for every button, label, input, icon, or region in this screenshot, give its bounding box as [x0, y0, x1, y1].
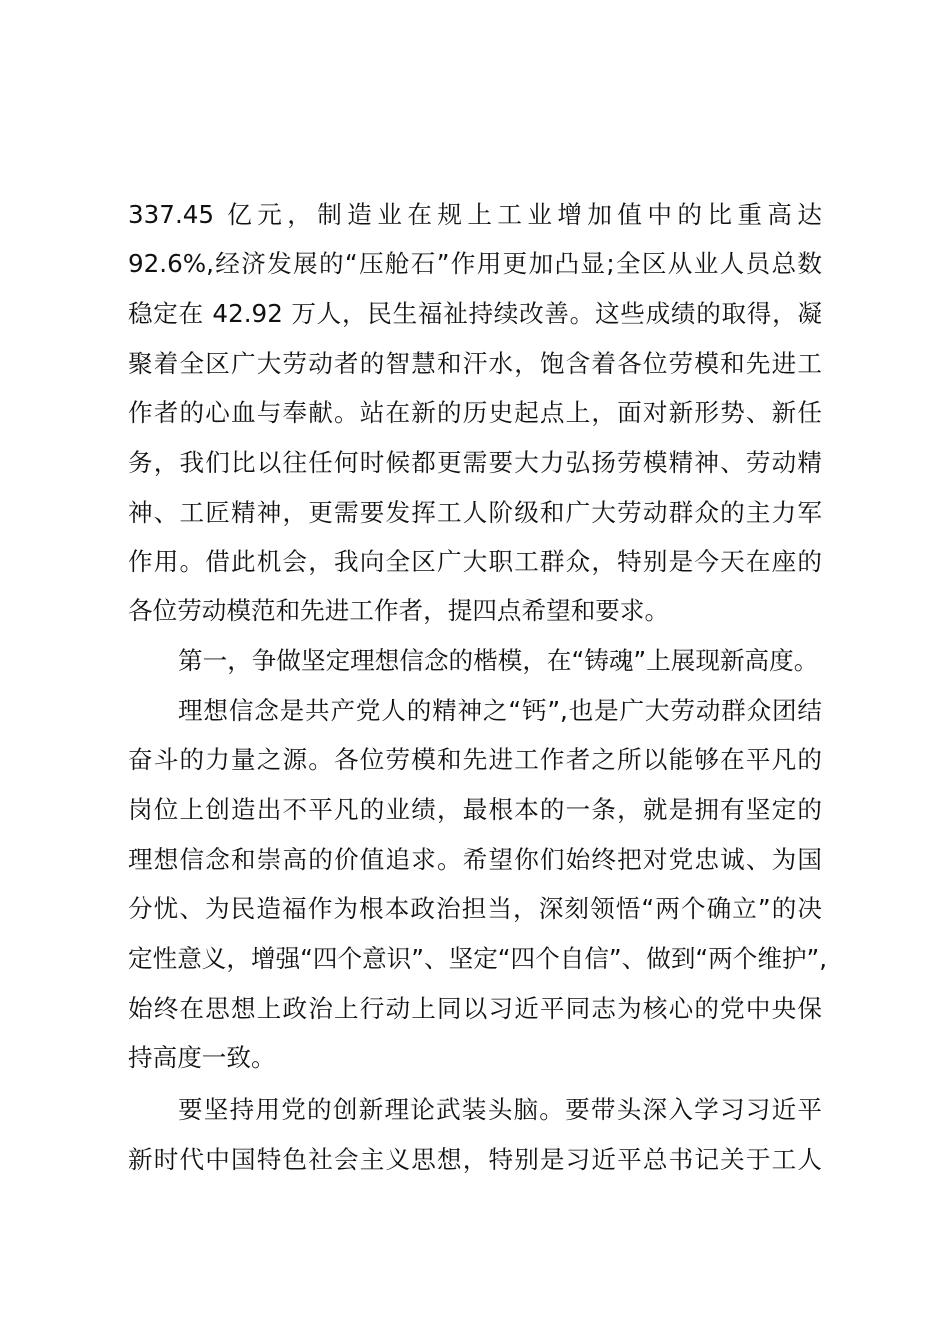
text-line: 神、工匠精神，更需要发挥工人阶级和广大劳动群众的主力军 [128, 498, 822, 527]
text-line: 定性意义，增强“四个意识”、坚定“四个自信”、做到“两个维护”, [128, 944, 828, 973]
text-line: 第一，争做坚定理想信念的楷模，在“铸魂”上展现新高度。 [178, 646, 819, 675]
text-line: 理想信念和崇高的价值追求。希望你们始终把对党忠诚、为国 [128, 845, 822, 874]
text-line: 337.45 亿元，制造业在规上工业增加值中的比重高达 [128, 200, 822, 229]
text-line: 92.6%,经济发展的“压舱石”作用更加凸显;全区从业人员总数 [128, 249, 822, 278]
text-line: 聚着全区广大劳动者的智慧和汗水，饱含着各位劳模和先进工 [128, 349, 822, 378]
text-line: 各位劳动模范和先进工作者，提四点希望和要求。 [128, 596, 670, 625]
text-line: 新时代中国特色社会主义思想，特别是习近平总书记关于工人 [128, 1145, 822, 1174]
text-line: 岗位上创造出不平凡的业绩，最根本的一条，就是拥有坚定的 [128, 795, 822, 824]
text-line: 务，我们比以往任何时候都更需要大力弘扬劳模精神、劳动精 [128, 448, 822, 477]
text-line: 作者的心血与奉献。站在新的历史起点上，面对新形势、新任 [128, 398, 822, 427]
text-line: 持高度一致。 [128, 1043, 276, 1072]
text-line: 奋斗的力量之源。各位劳模和先进工作者之所以能够在平凡的 [128, 745, 822, 774]
text-line: 理想信念是共产党人的精神之“钙”,也是广大劳动群众团结 [178, 696, 822, 725]
text-line: 要坚持用党的创新理论武装头脑。要带头深入学习习近平 [178, 1095, 822, 1124]
text-line: 稳定在 42.92 万人，民生福祉持续改善。这些成绩的取得，凝 [128, 299, 822, 328]
text-line: 作用。借此机会，我向全区广大职工群众，特别是今天在座的 [128, 547, 822, 576]
text-line: 始终在思想上政治上行动上同以习近平同志为核心的党中央保 [128, 994, 822, 1023]
text-line: 分忧、为民造福作为根本政治担当，深刻领悟“两个确立”的决 [128, 894, 822, 923]
